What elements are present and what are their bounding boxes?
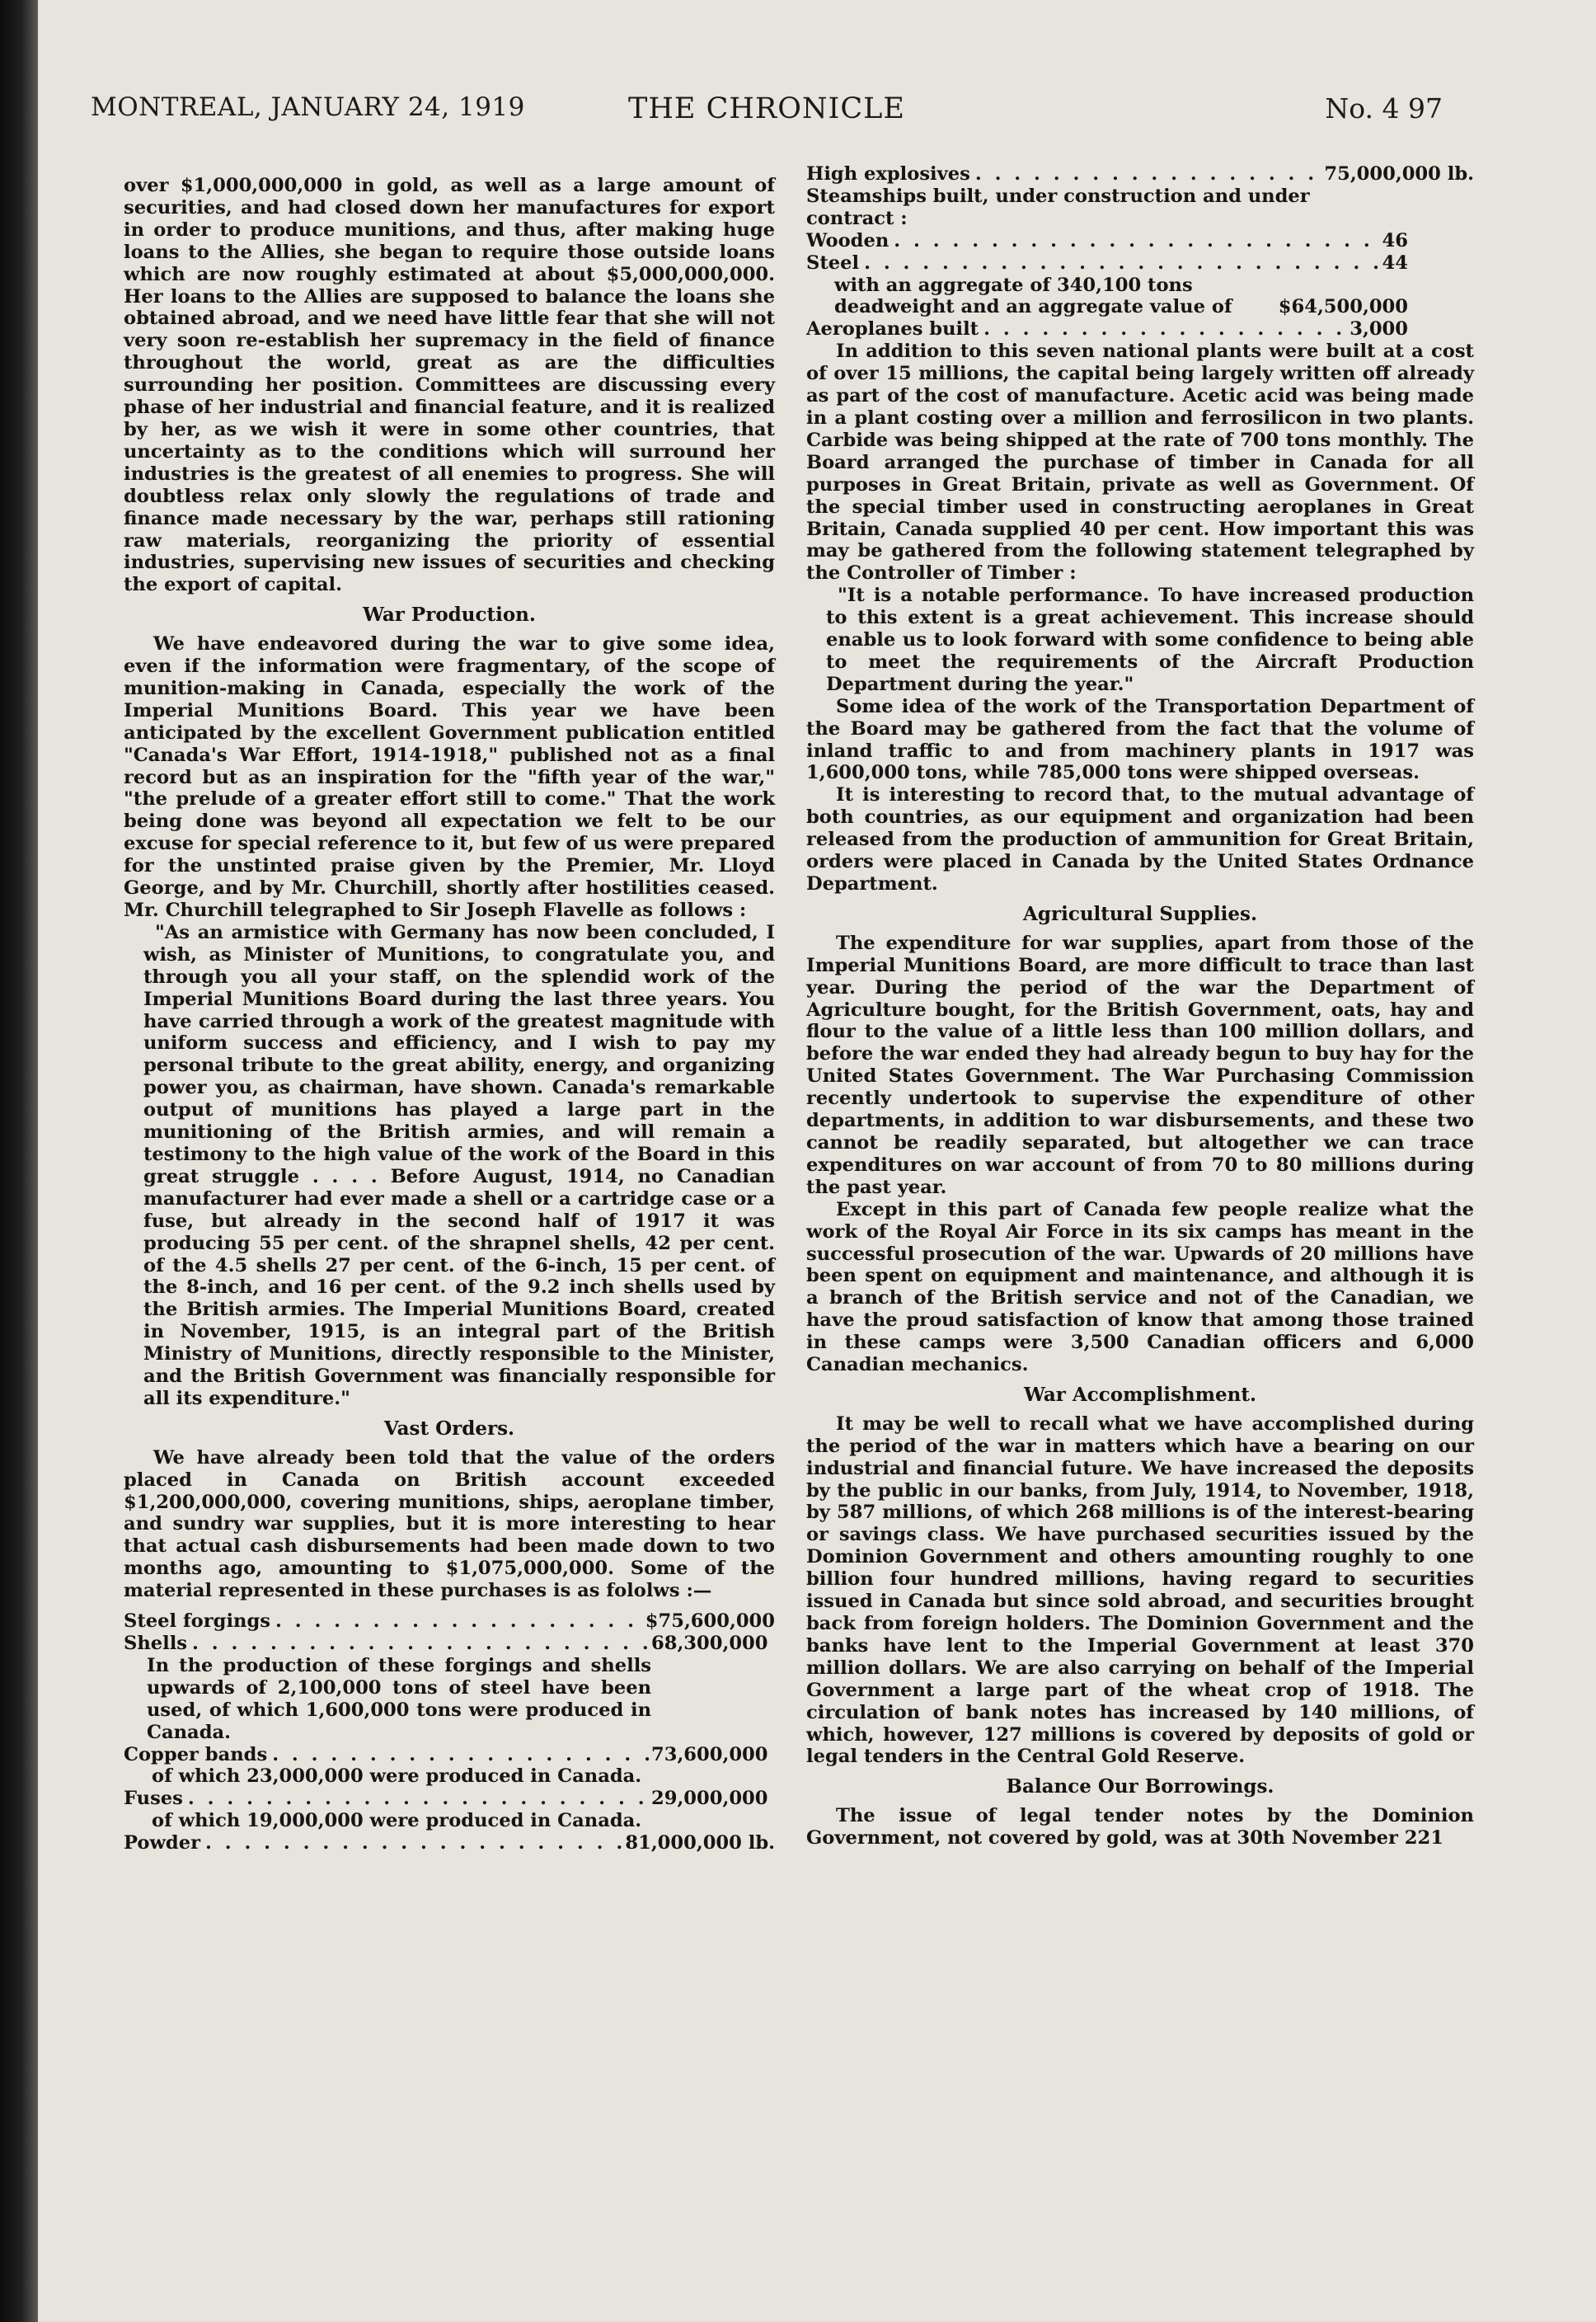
header-issue-page: No. 4 97 <box>1325 92 1443 125</box>
header-date: MONTREAL, JANUARY 24, 1919 <box>91 92 525 122</box>
list-item <box>806 275 1474 319</box>
list-item <box>124 1788 775 1810</box>
list-item <box>124 1633 775 1655</box>
item-note: of which 19,000,000 were produced in Canada. <box>152 1810 642 1832</box>
quotation-controller-of-timber: "It is a notable performance. To have increased production to this extent is a great achievement. This increase should enable us to look forward with some confidence to being able to meet the requirements of the Aircraft Production Department during the year." <box>826 585 1474 695</box>
list-item <box>806 163 1474 186</box>
section-heading-agricultural-supplies: Agricultural Supplies. <box>1023 902 1257 925</box>
paragraph: The issue of legal tender notes by the Dominion Government, not covered by gold, was at 30th November 221 <box>806 1805 1474 1850</box>
left-column <box>124 175 775 1854</box>
item-label: Powder <box>124 1832 200 1854</box>
item-note: In the production of these forgings and shells upwards of 2,100,000 tons of steel have been used, of which 1,600,000 tons were produced in Canada. <box>147 1654 651 1743</box>
list-item <box>806 252 1474 275</box>
item-label: Aeroplanes built <box>806 318 979 341</box>
list-item <box>806 318 1474 341</box>
paragraph: over $1,000,000,000 in gold, as well as a large amount of securities, and had closed down her manufactures for export in order to produce munitions, and thus, after making huge loans to the Allies, she began to require those outside loans which are now roughly estimated at about $5,000,000,000. Her loans to the Allies are supposed to balance the loans she obtained abroad, and we need have little fear that she will not very soon re-establish her supremacy in the field of finance throughout the world, great as are the difficulties surrounding her position. Committees are discussing every phase of her industrial and financial feature, and it is realized by her, as we wish it were in some other countries, that uncertainty as to the conditions which will surround her industries is the greatest of all enemies to progress. She will doubtless relax only slowly the regulations of trade and finance made necessary by the war, perhaps still rationing raw materials, reorganizing the priority of essential industries, supervising new issues of securities and checking the export of capital. <box>124 175 775 596</box>
paragraph: We have already been told that the value of the orders placed in Canada on British account exceeded $1,200,000,000, covering munitions, ships, aeroplane timber, and sundry war supplies, but it is more interesting to hear that actual cash disbursements had been made down to two months ago, amounting to $1,075,000,000. Some of the material represented in these purchases is as fololws :— <box>124 1446 775 1602</box>
list-item <box>806 230 1474 252</box>
binding-edge <box>0 0 38 2322</box>
item-label: Copper bands <box>124 1743 268 1765</box>
list-item <box>124 1744 775 1766</box>
leader-dots <box>979 318 1350 341</box>
leader-dots <box>889 230 1382 252</box>
list-item <box>124 1610 775 1633</box>
leader-dots <box>267 1744 651 1766</box>
item-label: Steamships built, under construction and under contract : <box>806 185 1310 229</box>
paragraph: It is interesting to record that, to the mutual advantage of both countries, as our equipment and organization had been released from the production of ammunition for Great Britain, orders were placed in Canada by the United States Ordnance Department. <box>806 784 1474 895</box>
item-label: Wooden <box>806 229 890 251</box>
item-value: 44 <box>1382 251 1408 274</box>
list-item <box>124 1832 775 1854</box>
item-value: $75,600,000 <box>645 1610 775 1633</box>
leader-dots <box>270 1610 645 1633</box>
leader-dots <box>970 163 1325 186</box>
item-label: Fuses <box>124 1788 183 1810</box>
leader-dots <box>200 1832 625 1854</box>
section-heading-balance-our-borrowings: Balance Our Borrowings. <box>1006 1775 1274 1798</box>
paragraph: Some idea of the work of the Transportation Department of the Board may be gathered from the fact that the volume of inland traffic to and from machinery plants in 1917 was 1,600,000 tons, while 785,000 tons were shipped overseas. <box>806 695 1474 784</box>
item-value: $64,500,000 <box>1278 296 1408 318</box>
item-value: 75,000,000 lb. <box>1324 163 1474 185</box>
section-heading-war-accomplishment: War Accomplishment. <box>1024 1383 1256 1406</box>
item-value: 73,600,000 <box>651 1743 768 1765</box>
paragraph: The expenditure for war supplies, apart from those of the Imperial Munitions Board, are more difficult to trace than last year. During the period of the war the Department of Agriculture bought, for the British Government, oats, hay and flour to the value of a little less than 100 million dollars, and before the war ended they had already begun to buy hay for the United States Government. The War Purchasing Commission recently undertook to supervise the expenditure of other departments, in addition to war disbursements, and these two cannot be readily separated, but altogether we can trace expenditures on war account of from 70 to 80 millions during the past year. <box>806 932 1474 1198</box>
item-label: with an aggregate of 340,100 tons deadweight and an aggregate value of <box>834 274 1232 318</box>
header-title: THE CHRONICLE <box>628 92 905 125</box>
paragraph: In addition to this seven national plants were built at a cost of over 15 millions, the capital being largely written off already as part of the cost of manufacture. Acetic acid was being made in a plant costing over a million and ferrosilicon in two plants. Carbide was being shipped at the rate of 700 tons monthly. The Board arranged the purchase of timber in Canada for all purposes in Great Britain, private as well as Government. Of the special timber used in constructing aeroplanes in Great Britain, Canada supplied 40 per cent. How important this was may be gathered from the following statement telegraphed by the Controller of Timber : <box>806 341 1474 585</box>
item-label: Steel forgings <box>124 1610 270 1633</box>
item-label: High explosives <box>806 163 970 185</box>
item-label: Steel <box>806 251 860 274</box>
page-header <box>91 92 1443 129</box>
materials-list <box>124 1610 775 1854</box>
leader-dots <box>187 1633 651 1655</box>
right-column <box>806 163 1474 1850</box>
item-value: 46 <box>1382 229 1408 251</box>
leader-dots <box>859 252 1382 275</box>
item-note: of which 23,000,000 were produced in Canada. <box>152 1765 642 1788</box>
paragraph: It may be well to recall what we have accomplished during the period of the war in matters which have a bearing on our industrial and financial future. We have increased the deposits by the public in our banks, from July, 1914, to November, 1918, by 587 millions, of which 268 millions is of the interest-bearing or savings class. We have purchased securities issued by the Dominion Government and others amounting roughly to one billion four hundred millions, having regard to securities issued in Canada but since sold abroad, and securities brought back from foreign holders. The Dominion Government and the banks have lent to the Imperial Government at least 370 million dollars. We are also carrying on behalf of the Imperial Government a large part of the wheat crop of 1918. The circulation of bank notes has increased by 140 millions, of which, however, 127 millions is covered by deposits of gold or legal tenders in the Central Gold Reserve. <box>806 1412 1474 1768</box>
item-value: 81,000,000 lb. <box>625 1832 775 1854</box>
quotation-churchill: "As an armistice with Germany has now been concluded, I wish, as Minister of Munitions, to congratulate you, and through you all your staff, on the splendid work of the Imperial Munitions Board during the last three years. You have carried through a work of the greatest magnitude with uniform success and efficiency, and I wish to pay my personal tribute to the great ability, energy, and organizing power you, as chairman, have shown. Canada's remarkable output of munitions has played a large part in the munitioning of the British armies, and will remain a testimony to the high value of the work of the Board in this great struggle . . . . Before August, 1914, no Canadian manufacturer had ever made a shell or a cartridge case or a fuse, but already in the second half of 1917 it was producing 55 per cent. of the shrapnel shells, 42 per cent. of the 4.5 shells 27 per cent. of the 6-inch, 15 per cent. of the 8-inch, and 16 per cent. of the 9.2 inch shells used by the British armies. The Imperial Munitions Board, created in November, 1915, is an integral part of the British Ministry of Munitions, directly responsible to the Minister, and the British Government was financially responsible for all its expenditure." <box>143 921 775 1409</box>
section-heading-vast-orders: Vast Orders. <box>383 1417 515 1440</box>
item-value: 29,000,000 <box>651 1788 768 1810</box>
item-value: 68,300,000 <box>651 1633 768 1654</box>
paragraph: We have endeavored during the war to give some idea, even if the information were fragmentary, of the scope of munition-making in Canada, especially the work of the Imperial Munitions Board. This year we have been anticipated by the excellent Government publication entitled "Canada's War Effort, 1914-1918," published not as a final record but as an inspiration for the "fifth year of the war," "the prelude of a greater effort still to come." That the work being done was beyond all expectation we felt to be our excuse for special reference to it, but few of us were prepared for the unstinted praise given by the Premier, Mr. Lloyd George, and by Mr. Churchill, shortly after hostilities ceased. Mr. Churchill telegraphed to Sir Joseph Flavelle as follows : <box>124 633 775 921</box>
section-heading-war-production: War Production. <box>363 604 536 627</box>
item-value: 3,000 <box>1350 318 1408 341</box>
item-label: Shells <box>124 1633 188 1654</box>
leader-dots <box>183 1788 651 1810</box>
materials-list-continued <box>806 163 1474 341</box>
paragraph: Except in this part of Canada few people realize what the work of the Royal Air Force in its six camps has meant in the successful prosecution of the war. Upwards of 20 millions have been spent on equipment and maintenance, and although it is a branch of the British service and not of the Canadian, we have the proud satisfaction of know that among those trained in these camps were 3,500 Canadian officers and 6,000 Canadian mechanics. <box>806 1198 1474 1376</box>
